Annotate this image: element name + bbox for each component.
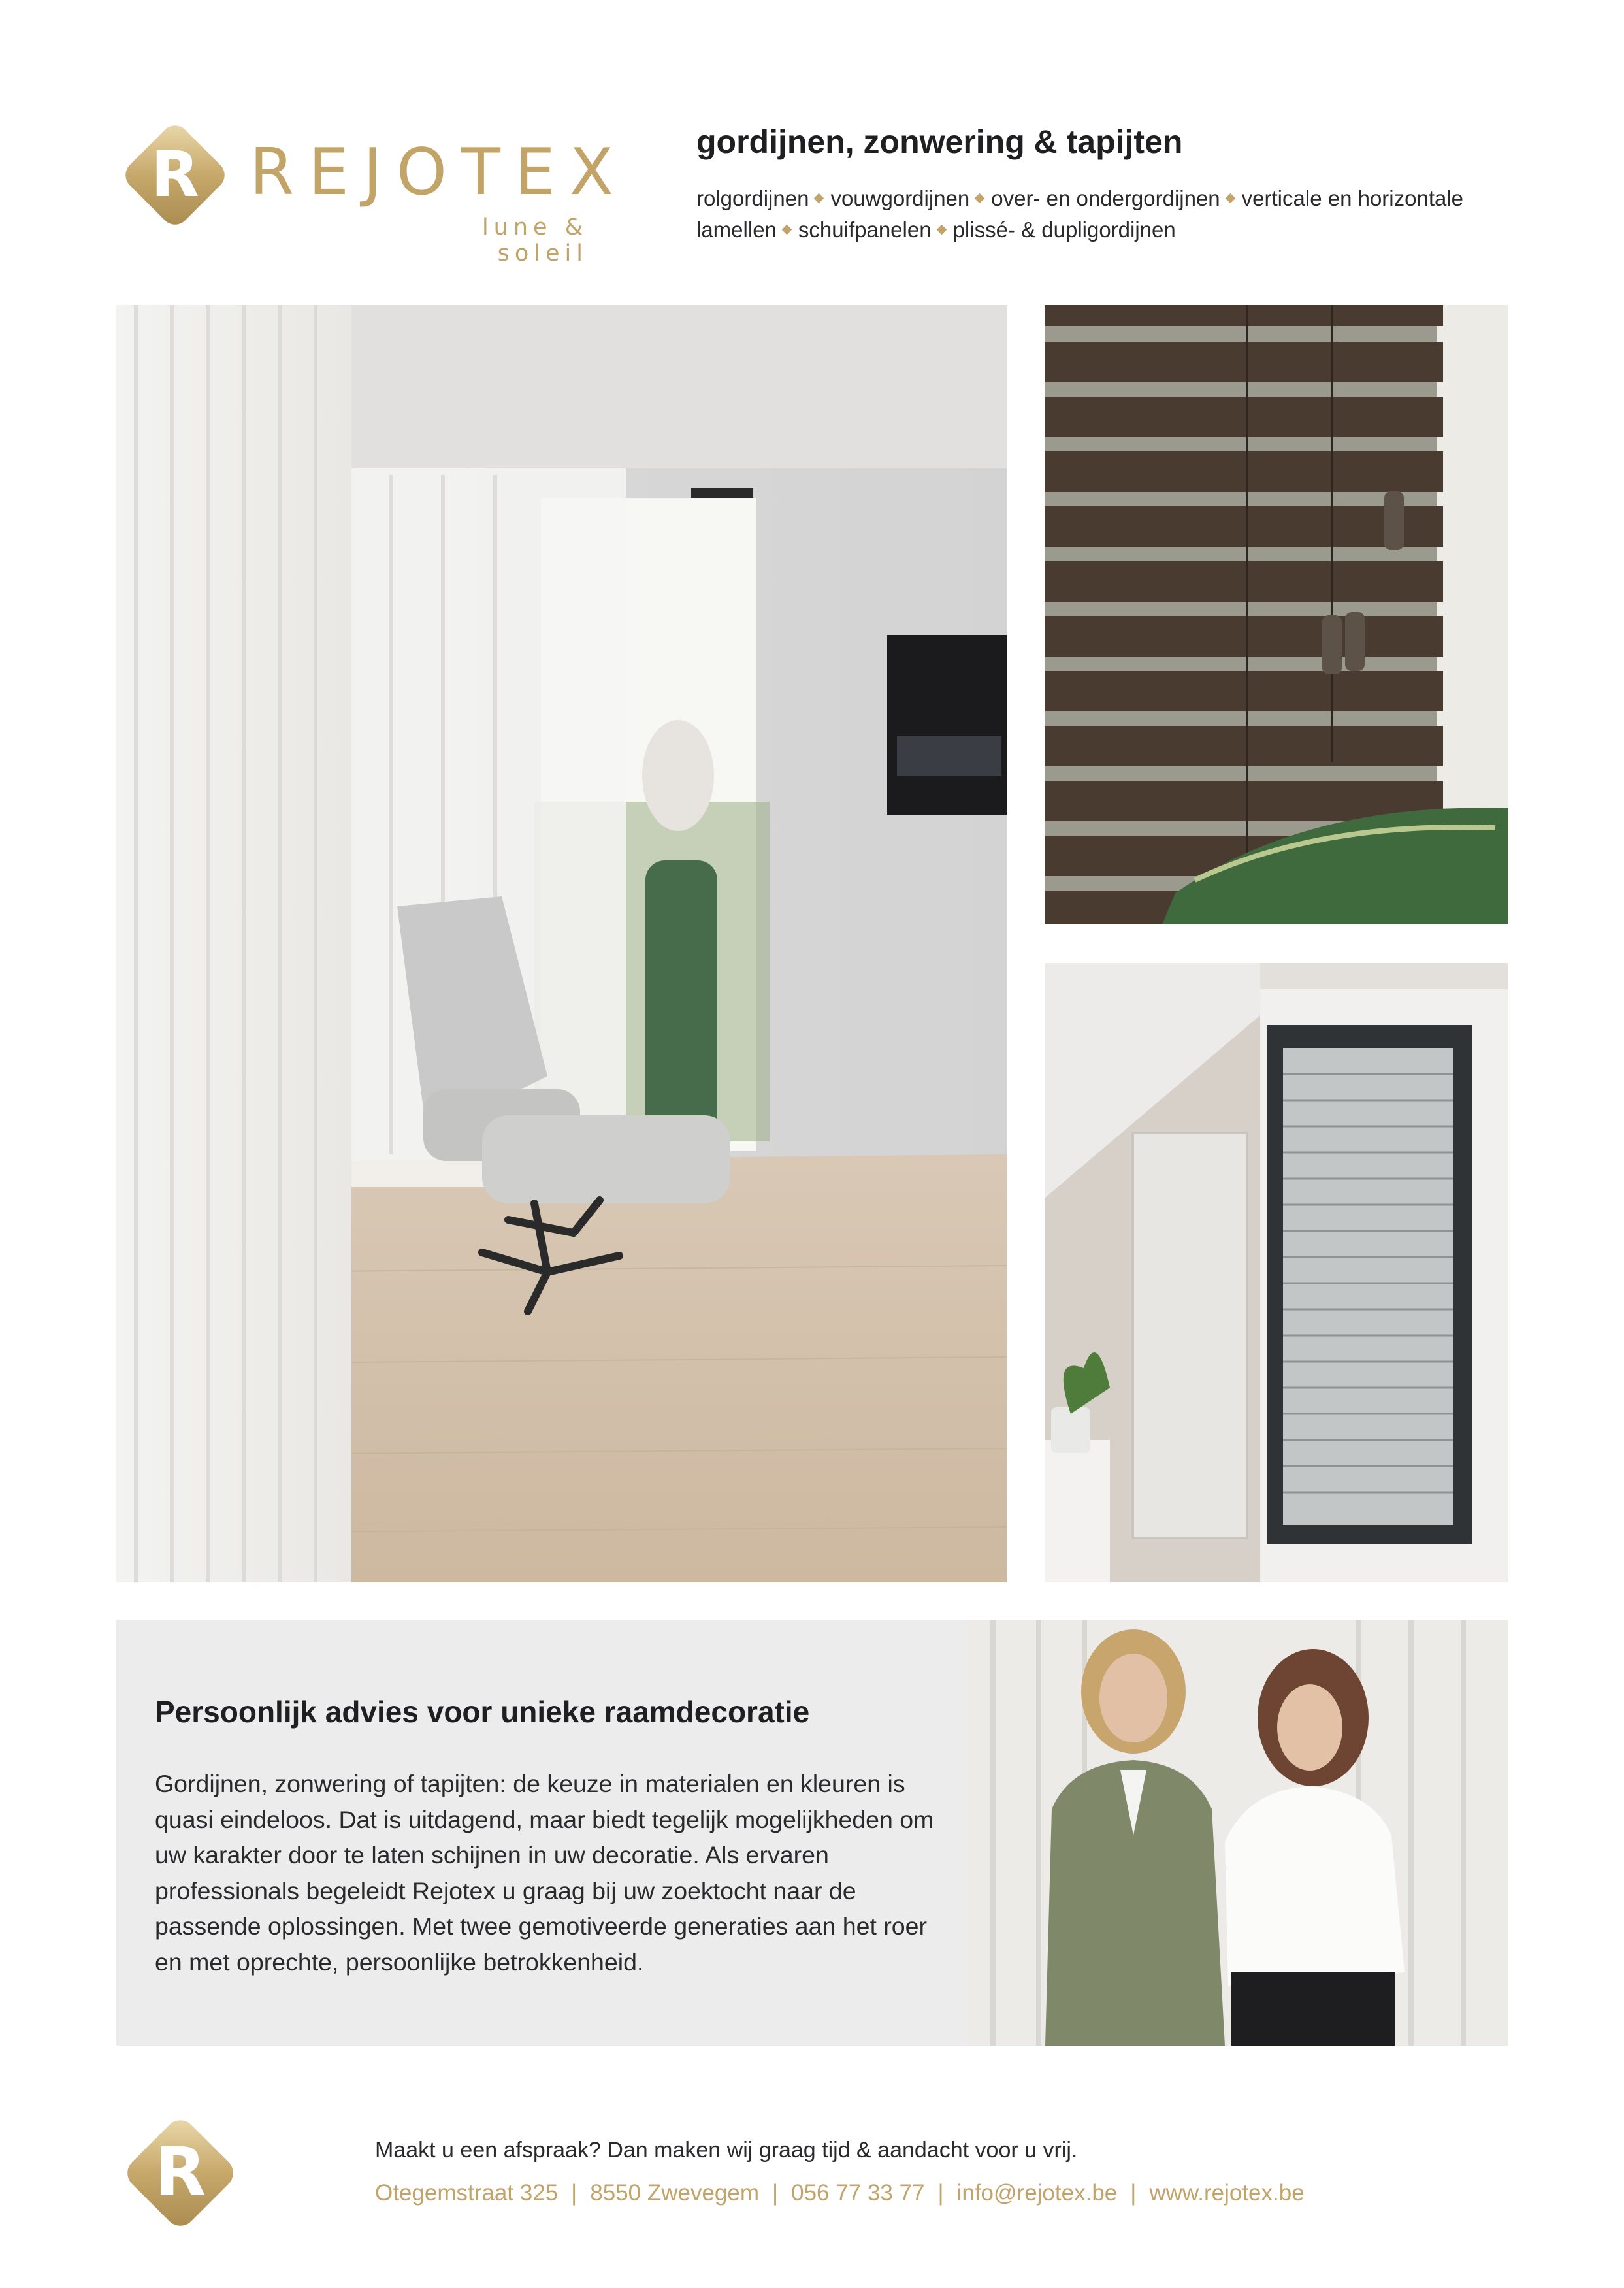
logo-mark	[116, 116, 234, 234]
city: 8550 Zwevegem	[590, 2180, 760, 2206]
address: Otegemstraat 325	[375, 2180, 559, 2206]
footer-logo-mark-letter: R	[154, 2134, 206, 2212]
brand-tagline: lune & soleil	[481, 214, 588, 267]
photo-window-blinds	[1045, 963, 1508, 1582]
divider: |	[937, 2180, 944, 2206]
product-item: schuifpanelen	[798, 218, 932, 242]
product-item: verticale en horizontale lamellen	[696, 186, 1464, 242]
product-list	[696, 183, 1513, 246]
product-item: rolgordijnen	[696, 186, 809, 210]
appointment-cta: Maakt u een afspraak? Dan maken wij graag tijd & aandacht voor u vrij.	[375, 2138, 1078, 2163]
website-link[interactable]: www.rejotex.be	[1149, 2180, 1305, 2206]
phone-link[interactable]: 056 77 33 77	[791, 2180, 925, 2206]
email-link[interactable]: info@rejotex.be	[956, 2180, 1118, 2206]
divider: |	[772, 2180, 779, 2206]
photo-wooden-blinds	[1045, 305, 1508, 924]
product-item: vouwgordijnen	[830, 186, 970, 210]
contact-line	[375, 2180, 1305, 2206]
diamond-separator-icon	[1225, 193, 1235, 204]
divider: |	[571, 2180, 577, 2206]
advice-body: Gordijnen, zonwering of tapijten: de keuze in materialen en kleuren is quasi eindeloos. Dat is uitdagend, maar biedt tegelijk mogelijkheden om uw karakter door te laten schijnen in uw decoratie. Als ervaren professionals begeleidt Rejotex u graag bij uw zoektocht naar de passende oplossingen. Met twee gemotiveerde generaties aan het roer en met oprechte, persoonlijke betrokkenheid.	[155, 1770, 934, 1976]
brand-name: REJOTEX	[250, 135, 628, 210]
header-title: gordijnen, zonwering & tapijten	[696, 123, 1183, 160]
diamond-separator-icon	[936, 225, 947, 235]
product-item: plissé- & dupligordijnen	[952, 218, 1176, 242]
logo-mark-letter: R	[151, 138, 199, 211]
photo-owners	[967, 1620, 1508, 2046]
footer-logo-mark	[118, 2110, 243, 2236]
photo-curtains-lounge-chair	[116, 305, 1007, 1582]
advice-title: Persoonlijk advies voor unieke raamdecoratie	[155, 1695, 810, 1729]
diamond-separator-icon	[782, 225, 792, 235]
divider: |	[1130, 2180, 1137, 2206]
product-item: over- en ondergordijnen	[991, 186, 1220, 210]
diamond-separator-icon	[814, 193, 824, 204]
diamond-separator-icon	[975, 193, 985, 204]
